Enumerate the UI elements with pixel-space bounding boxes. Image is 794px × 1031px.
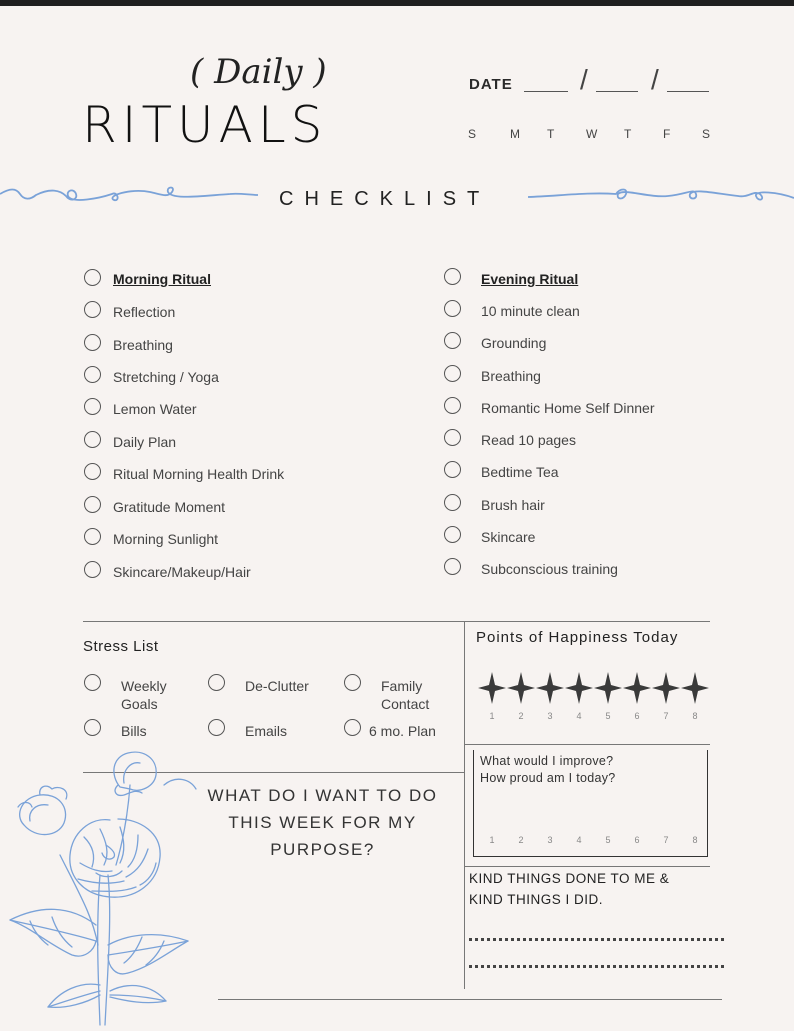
stress-item: Emails xyxy=(245,723,288,739)
date-label: DATE xyxy=(469,76,513,93)
proud-number[interactable]: 6 xyxy=(634,835,640,845)
proud-question: How proud am I today? xyxy=(480,771,616,785)
date-year-field[interactable] xyxy=(667,91,709,92)
evening-item: 10 minute clean xyxy=(481,303,580,319)
kind-things-writing-line[interactable] xyxy=(469,965,724,968)
stress-checkbox[interactable] xyxy=(344,674,361,691)
evening-item: Read 10 pages xyxy=(481,432,576,448)
stress-checkbox[interactable] xyxy=(208,719,225,736)
weekday-thu[interactable]: T xyxy=(624,127,632,141)
evening-item: Breathing xyxy=(481,368,541,384)
improve-question: What would I improve? xyxy=(480,754,614,768)
happiness-number[interactable]: 2 xyxy=(518,711,524,721)
date-month-field[interactable] xyxy=(524,91,568,92)
evening-item: Skincare xyxy=(481,529,536,545)
happiness-number[interactable]: 4 xyxy=(576,711,582,721)
evening-checkbox[interactable] xyxy=(444,332,461,349)
morning-item: Reflection xyxy=(113,304,176,320)
evening-checkbox[interactable] xyxy=(444,558,461,575)
star-icon xyxy=(652,672,680,704)
happiness-title: Points of Happiness Today xyxy=(476,629,679,646)
date-slash-1: / xyxy=(580,64,588,95)
morning-checkbox[interactable] xyxy=(84,431,101,448)
weekday-wed[interactable]: W xyxy=(586,127,598,141)
stress-checkbox[interactable] xyxy=(84,719,101,736)
proud-number[interactable]: 2 xyxy=(518,835,524,845)
evening-ritual-header: Evening Ritual xyxy=(481,271,579,287)
stress-list-title: Stress List xyxy=(83,638,159,655)
morning-item: Breathing xyxy=(113,337,173,353)
star-icon xyxy=(565,672,593,704)
evening-checkbox[interactable] xyxy=(444,526,461,543)
happiness-number[interactable]: 5 xyxy=(605,711,611,721)
stress-item: Weekly Goals xyxy=(121,678,167,712)
swirl-right-decoration xyxy=(528,180,794,214)
weekday-sat[interactable]: S xyxy=(702,127,711,141)
stress-item: De-Clutter xyxy=(245,678,309,694)
happiness-number[interactable]: 8 xyxy=(692,711,698,721)
morning-item: Skincare/Makeup/Hair xyxy=(113,564,251,580)
evening-item: Bedtime Tea xyxy=(481,464,559,480)
stress-checkbox[interactable] xyxy=(208,674,225,691)
evening-checkbox[interactable] xyxy=(444,429,461,446)
morning-item: Gratitude Moment xyxy=(113,499,226,515)
star-icon xyxy=(507,672,535,704)
morning-checkbox[interactable] xyxy=(84,561,101,578)
happiness-number[interactable]: 1 xyxy=(489,711,495,721)
evening-checkbox[interactable] xyxy=(444,365,461,382)
morning-checkbox[interactable] xyxy=(84,528,101,545)
weekday-mon[interactable]: M xyxy=(510,127,520,141)
proud-number[interactable]: 1 xyxy=(489,835,495,845)
evening-checkbox[interactable] xyxy=(444,494,461,511)
kind-things-line2: KIND THINGS I DID. xyxy=(469,892,604,907)
divider-checklist xyxy=(83,621,710,622)
weekday-fri[interactable]: F xyxy=(663,127,671,141)
morning-item: Stretching / Yoga xyxy=(113,369,219,385)
divider-improve xyxy=(464,866,710,867)
morning-ritual-header: Morning Ritual xyxy=(113,271,211,287)
evening-item: Brush hair xyxy=(481,497,545,513)
evening-item: Romantic Home Self Dinner xyxy=(481,400,655,416)
evening-item: Grounding xyxy=(481,335,547,351)
divider-vertical xyxy=(464,621,465,989)
improve-box-bottom xyxy=(473,856,708,857)
happiness-number[interactable]: 6 xyxy=(634,711,640,721)
purpose-prompt: WHAT DO I WANT TO DO THIS WEEK FOR MY PURPOSE? xyxy=(207,786,438,859)
morning-checkbox[interactable] xyxy=(84,496,101,513)
evening-header-checkbox[interactable] xyxy=(444,268,461,285)
morning-checkbox[interactable] xyxy=(84,398,101,415)
title-rituals: RITUALS xyxy=(82,96,328,154)
morning-item: Ritual Morning Health Drink xyxy=(113,466,285,482)
star-icon xyxy=(681,672,709,704)
proud-number[interactable]: 7 xyxy=(663,835,669,845)
evening-checkbox[interactable] xyxy=(444,397,461,414)
morning-header-checkbox[interactable] xyxy=(84,269,101,286)
star-icon xyxy=(478,672,506,704)
happiness-number[interactable]: 3 xyxy=(547,711,553,721)
morning-checkbox[interactable] xyxy=(84,463,101,480)
star-icon xyxy=(536,672,564,704)
star-icon xyxy=(623,672,651,704)
evening-checkbox[interactable] xyxy=(444,461,461,478)
morning-item: Daily Plan xyxy=(113,434,177,450)
morning-checkbox[interactable] xyxy=(84,366,101,383)
happiness-number[interactable]: 7 xyxy=(663,711,669,721)
weekday-sun[interactable]: S xyxy=(468,127,477,141)
swirl-left-decoration xyxy=(0,180,260,214)
checklist-title: CHECKLIST xyxy=(279,188,491,210)
title-daily: ( Daily ) xyxy=(190,52,327,92)
morning-item: Lemon Water xyxy=(113,401,197,417)
evening-checkbox[interactable] xyxy=(444,300,461,317)
morning-checkbox[interactable] xyxy=(84,334,101,351)
date-day-field[interactable] xyxy=(596,91,638,92)
divider-bottom xyxy=(218,999,722,1000)
top-border xyxy=(0,0,794,6)
weekday-tue[interactable]: T xyxy=(547,127,555,141)
date-slash-2: / xyxy=(651,64,659,95)
proud-number[interactable]: 4 xyxy=(576,835,582,845)
morning-checkbox[interactable] xyxy=(84,301,101,318)
evening-item: Subconscious training xyxy=(481,561,618,577)
stress-checkbox[interactable] xyxy=(344,719,361,736)
flower-illustration xyxy=(0,745,215,1031)
kind-things-line1: KIND THINGS DONE TO ME & xyxy=(469,871,670,886)
stress-item: Bills xyxy=(121,723,147,739)
divider-happiness xyxy=(464,744,710,745)
proud-number[interactable]: 8 xyxy=(692,835,698,845)
proud-number[interactable]: 3 xyxy=(547,835,553,845)
kind-things-writing-line[interactable] xyxy=(469,938,724,941)
stress-item: 6 mo. Plan xyxy=(369,723,436,739)
stress-item: Family Contact xyxy=(381,678,430,712)
proud-number[interactable]: 5 xyxy=(605,835,611,845)
star-icon xyxy=(594,672,622,704)
stress-checkbox[interactable] xyxy=(84,674,101,691)
happiness-stars xyxy=(478,670,710,706)
morning-item: Morning Sunlight xyxy=(113,531,219,547)
